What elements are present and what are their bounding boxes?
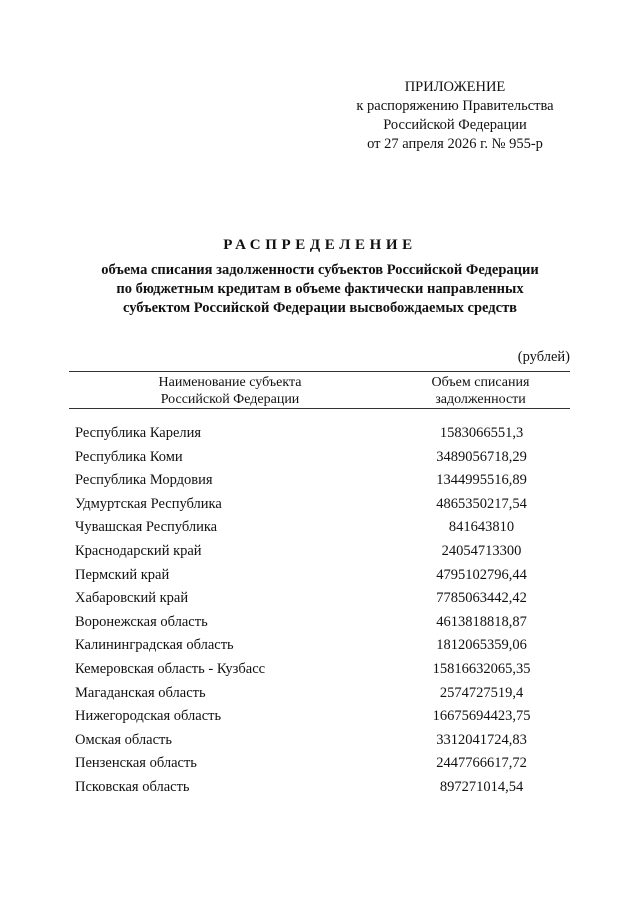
document-subtitle (40, 261, 600, 318)
write-off-amount: 3312041724,83 (436, 731, 527, 748)
appendix-order-line: к распоряжению Правительства (356, 98, 554, 114)
write-off-amount: 4613818818,87 (436, 613, 527, 630)
column-header-amount (391, 374, 570, 408)
write-off-amount: 1344995516,89 (436, 472, 527, 489)
table-row (75, 706, 565, 730)
subject-name: Республика Карелия (75, 425, 202, 441)
subject-name: Пензенская область (75, 755, 197, 772)
subject-name: Республика Коми (75, 448, 183, 465)
appendix-label: ПРИЛОЖЕНИЕ (404, 79, 506, 95)
table-body (75, 423, 565, 801)
table-row (75, 494, 565, 518)
table-row (75, 659, 565, 683)
appendix-block (340, 78, 570, 154)
table-row (75, 565, 565, 589)
subject-name: Омская область (75, 731, 172, 748)
write-off-amount: 2574727519,4 (439, 684, 524, 701)
table-row (75, 447, 565, 471)
table-row (75, 541, 565, 565)
subtitle-line-2: по бюджетным кредитам в объеме фактически направленных (116, 281, 524, 297)
table-row (75, 777, 565, 801)
appendix-government-line: Российской Федерации (383, 117, 527, 133)
table-row (75, 517, 565, 541)
table-row (75, 753, 565, 777)
units-label: (рублей) (517, 349, 570, 365)
subject-name: Хабаровский край (75, 590, 189, 607)
column-header-subject (69, 374, 391, 408)
write-off-amount: 4865350217,54 (436, 495, 527, 512)
write-off-amount: 3489056718,29 (436, 448, 527, 465)
table-row (75, 470, 565, 494)
subject-name: Кемеровская область - Кузбасс (75, 660, 266, 677)
write-off-amount: 7785063442,42 (436, 590, 527, 607)
subject-name: Калининградская область (75, 637, 234, 654)
column-header-subject-line-1: Наименование субъекта (158, 375, 302, 390)
write-off-amount: 897271014,54 (439, 778, 524, 795)
table-row (75, 730, 565, 754)
column-header-subject-line-2: Российской Федерации (160, 392, 300, 407)
write-off-amount: 2447766617,72 (436, 755, 527, 772)
subtitle-line-1: объема списания задолженности субъектов Российской Федерации (101, 262, 539, 278)
table-header (69, 371, 570, 409)
subject-name: Чувашская Республика (75, 519, 218, 536)
table-row (75, 612, 565, 636)
subject-name: Воронежская область (75, 613, 208, 630)
write-off-amount: 1583066551,3 (439, 425, 524, 441)
write-off-amount: 24054713300 (441, 542, 522, 559)
subtitle-line-3: субъектом Российской Федерации высвобождаемых средств (122, 300, 518, 316)
table-row (75, 588, 565, 612)
subject-name: Удмуртская Республика (75, 495, 222, 512)
document-title: РАСПРЕДЕЛЕНИЕ (223, 237, 417, 253)
write-off-amount: 1812065359,06 (436, 637, 527, 654)
subject-name: Республика Мордовия (75, 472, 213, 489)
write-off-amount: 16675694423,75 (432, 708, 531, 725)
column-header-amount-line-2: задолженности (435, 392, 526, 407)
column-header-amount-line-1: Объем списания (431, 375, 530, 390)
write-off-amount: 15816632065,35 (432, 660, 531, 677)
table-row (75, 423, 565, 447)
write-off-amount: 841643810 (448, 519, 515, 536)
write-off-amount: 4795102796,44 (436, 566, 527, 583)
subject-name: Псковская область (75, 778, 190, 795)
table-row (75, 683, 565, 707)
subject-name: Краснодарский край (75, 542, 202, 559)
subject-name: Нижегородская область (75, 708, 222, 725)
appendix-date-number: от 27 апреля 2026 г. № 955-р (367, 136, 543, 152)
subject-name: Магаданская область (75, 684, 206, 701)
subject-name: Пермский край (75, 566, 170, 583)
table-row (75, 635, 565, 659)
